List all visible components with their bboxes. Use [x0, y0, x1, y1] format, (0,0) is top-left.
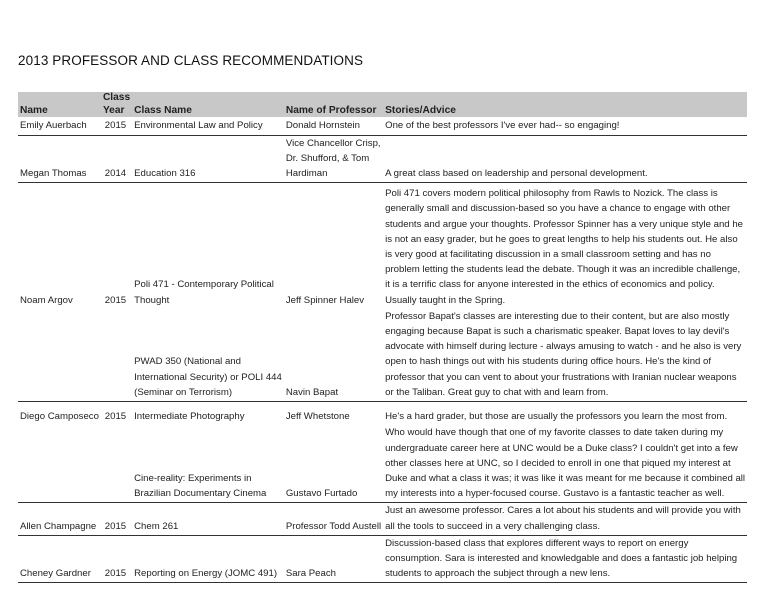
header-professor: Name of Professor [284, 92, 383, 117]
cell-class-name [132, 535, 284, 583]
cell-story-line: generally small and discussion-based so you have a chance to engage with other [385, 203, 731, 215]
cell-class-name [132, 309, 284, 402]
cell-story-line: consumption. Sara is interested and knowledgable and does a fantastic job helping [385, 553, 738, 565]
cell-year: 2015 [101, 117, 132, 135]
cell-class-name [132, 503, 284, 535]
cell-professor-line: Dr. Shufford, & Tom [285, 152, 370, 164]
table-row [18, 535, 747, 583]
cell-story [383, 535, 747, 583]
cell-year: 2015 [101, 535, 132, 583]
cell-story-line: Just an awesome professor. Cares a lot about his students and will provide you with [385, 505, 741, 517]
cell-story-line: One of the best professors I've ever had-- so engaging! [385, 120, 620, 132]
cell-professor [284, 309, 383, 402]
cell-class-name-line: Poli 471 - Contemporary Political [134, 279, 274, 291]
cell-story-line: it is a terrific class for anyone interested in the ethics of economics and policy. [385, 279, 715, 291]
header-year-bottom: Year [102, 104, 125, 116]
cell-story-line: problem letting the students lead the debate. Though it was an incredible challenge, [385, 264, 741, 276]
cell-class-name [132, 425, 284, 503]
cell-year: 2015 [101, 503, 132, 535]
cell-class-name-line: (Seminar on Terrorism) [134, 386, 233, 398]
cell-name: Diego Camposeco [20, 411, 99, 423]
cell-class-name-line: Chem 261 [134, 520, 179, 532]
cell-story-line: Poli 471 covers modern political philosophy from Rawls to Nozick. The class is [385, 188, 718, 200]
cell-story-line: or the Taliban. Great guy to chat with and learn from. [385, 386, 609, 398]
cell-class-name-line: International Security) or POLI 444 [134, 371, 282, 383]
cell-class-name [132, 117, 284, 135]
cell-story-line: all the tools to succeed in a very challenging class. [385, 520, 601, 532]
cell-story-line: Who would have though that one of my favorite classes to date taken during my [385, 427, 724, 439]
cell-professor-line: Gustavo Furtado [285, 488, 358, 500]
cell-year [101, 425, 132, 503]
cell-professor [284, 425, 383, 503]
cell-name: Cheney Gardner [18, 535, 101, 583]
table-row [18, 117, 747, 135]
cell-professor-line: Professor Todd Austell [285, 520, 382, 532]
cell-professor [284, 135, 383, 183]
cell-class-name [132, 183, 284, 309]
cell-professor [284, 117, 383, 135]
recommendations-table [18, 92, 747, 583]
cell-story-line: advocate with himself during lecture - always amusing to watch - and he also is very [385, 341, 742, 353]
cell-story-line: other classes here at UNC, so I decided to enroll in one that piqued my interest at [385, 457, 731, 469]
cell-year: 2015 [104, 411, 127, 423]
cell-story [383, 503, 747, 535]
cell-year: 2015 [104, 294, 127, 306]
cell-professor [284, 183, 383, 309]
cell-class-name-line: Education 316 [134, 167, 196, 179]
table-row [18, 309, 747, 402]
cell-story [383, 401, 747, 425]
cell-professor-line: Donald Hornstein [285, 120, 360, 132]
table-row [18, 425, 747, 503]
cell-professor [284, 535, 383, 583]
table-row [18, 183, 747, 309]
cell-story [383, 135, 747, 183]
cell-story [383, 183, 747, 309]
cell-professor-line: Navin Bapat [285, 386, 339, 398]
cell-professor-line: Jeff Whetstone [285, 411, 350, 423]
cell-class-name-line: Reporting on Energy (JOMC 491) [134, 568, 278, 580]
cell-name: Megan Thomas [18, 135, 101, 183]
cell-professor-line: Sara Peach [285, 568, 336, 580]
cell-story-line: Discussion-based class that explores different ways to report on energy [385, 537, 689, 549]
cell-class-name-line: Intermediate Photography [134, 411, 245, 423]
cell-class-name-line: PWAD 350 (National and [134, 356, 241, 368]
table-row [18, 135, 747, 183]
cell-class-name [132, 401, 284, 425]
header-year [101, 92, 132, 117]
cell-story-line: undergraduate career here at UNC would be a Duke class? I couldn't get into a few [385, 442, 738, 454]
cell-story-line: Duke and what a class it was; it was like it was meant for me because it combined all [385, 473, 746, 485]
cell-story-line: students and argue your thoughts. Professor Spinner has a very unique style and he [385, 218, 743, 230]
cell-name: Noam Argov [20, 294, 73, 306]
header-year-top: Class [102, 92, 131, 103]
header-name: Name [18, 92, 101, 117]
cell-story [383, 425, 747, 503]
cell-professor-line: Jeff Spinner Halev [285, 294, 365, 306]
table-row [18, 503, 747, 535]
cell-story-line: my interests into a hyper-focused course. Gustavo is a fantastic teacher as well. [385, 488, 725, 500]
header-stories: Stories/Advice [383, 92, 747, 117]
cell-professor [284, 401, 383, 425]
cell-professor-line: Hardiman [285, 167, 328, 179]
cell-story-line: Professor Bapat's classes are interesting due to their content, but are also mostly [385, 310, 730, 322]
header-class-name: Class Name [132, 92, 284, 117]
cell-professor [284, 503, 383, 535]
cell-story-line: He's a hard grader, but those are usually the professors you learn the most from. [385, 411, 728, 423]
cell-story-line: is not an easy grader, but he goes to great lengths to help his students out. He also [385, 233, 738, 245]
cell-class-name [132, 135, 284, 183]
cell-name [18, 309, 101, 402]
cell-story-line: is very good at facilitating discussion in a small classroom setting and has no [385, 248, 711, 260]
cell-name: Allen Champagne [18, 503, 101, 535]
cell-class-name-line: Cine-reality: Experiments in [134, 473, 252, 485]
table-header-row [18, 92, 747, 117]
cell-story-line: open to hash things out with his students during office hours. He's the kind of [385, 356, 712, 368]
cell-story-line: engaging because Bapat is such a charismatic speaker. Bapat loves to lay devil's [385, 325, 730, 337]
cell-class-name-line: Thought [134, 294, 170, 306]
cell-name [18, 425, 101, 503]
cell-year [101, 309, 132, 402]
cell-class-name-line: Brazilian Documentary Cinema [134, 488, 267, 500]
cell-class-name-line: Environmental Law and Policy [134, 120, 263, 132]
page-title: 2013 PROFESSOR AND CLASS RECOMMENDATIONS [18, 53, 364, 68]
cell-story-line: professor that you can vent to about your frustrations with Iranian nuclear weapons [385, 371, 737, 383]
cell-story-line: students to approach the subject through a new lens. [385, 568, 611, 580]
cell-year: 2014 [101, 135, 132, 183]
cell-story-line: A great class based on leadership and personal development. [385, 167, 648, 179]
cell-name: Emily Auerbach [18, 117, 101, 135]
cell-story [383, 309, 747, 402]
table-row [18, 401, 747, 425]
cell-professor-line: Vice Chancellor Crisp, [285, 137, 381, 149]
cell-story [383, 117, 747, 135]
cell-story-line: Usually taught in the Spring. [385, 294, 506, 306]
